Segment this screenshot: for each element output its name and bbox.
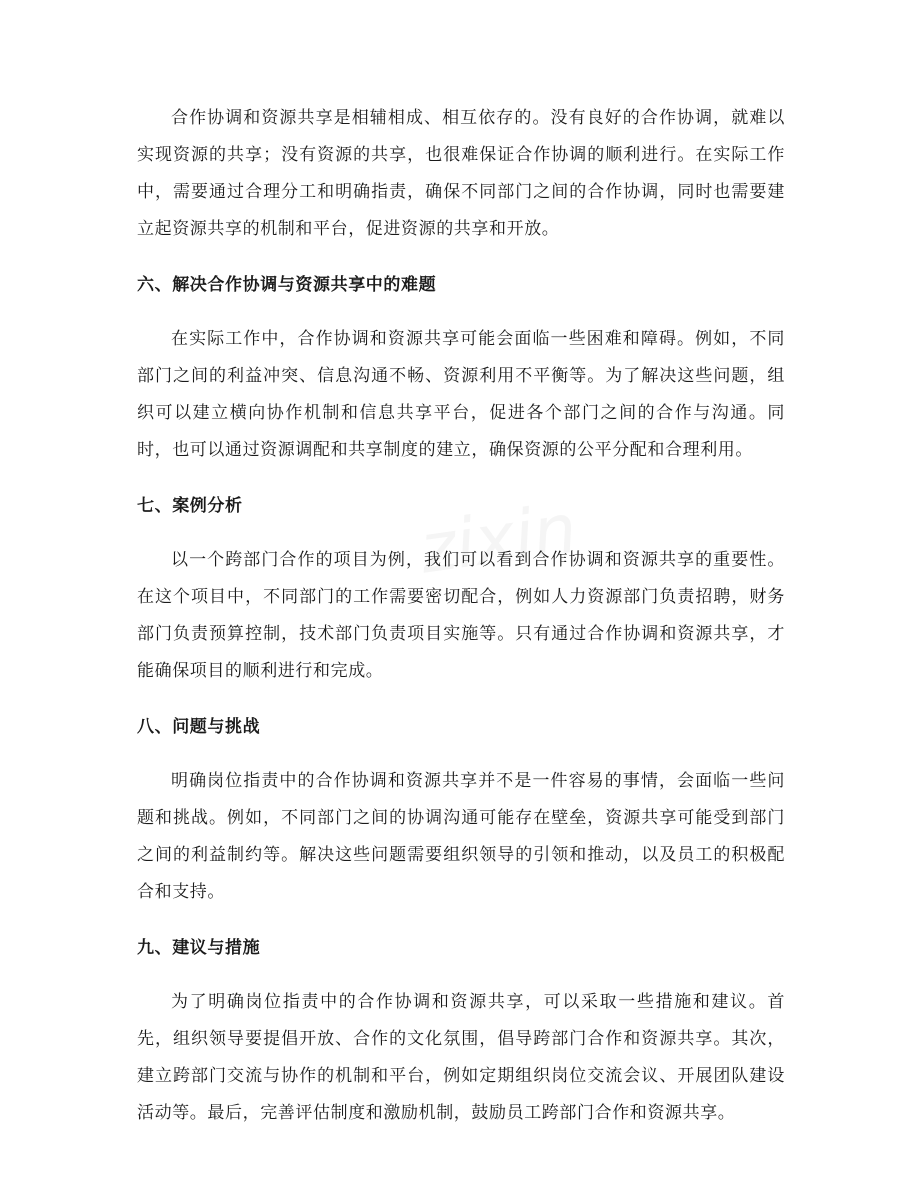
section-heading-6: 六、解决合作协调与资源共享中的难题	[137, 275, 437, 295]
paragraph-section-6: 在实际工作中，合作协调和资源共享可能会面临一些困难和障碍。例如，不同部门之间的利益冲突、信息沟通不畅、资源利用不平衡等。为了解决这些问题，组织可以建立横向协作机制和信息共享平台，促进各个部门之间的合作与沟通。同时，也可以通过资源调配和共享制度的建立，确保资源的公平分配和合理利用。	[137, 329, 785, 460]
paragraph-intro: 合作协调和资源共享是相辅相成、相互依存的。没有良好的合作协调，就难以实现资源的共享；没有资源的共享，也很难保证合作协调的顺利进行。在实际工作中，需要通过合理分工和明确指责，确保不同部门之间的合作协调，同时也需要建立起资源共享的机制和平台，促进资源的共享和开放。	[137, 108, 785, 239]
document-page	[137, 100, 785, 1132]
paragraph-section-9: 为了明确岗位指责中的合作协调和资源共享，可以采取一些措施和建议。首先，组织领导要提倡开放、合作的文化氛围，倡导跨部门合作和资源共享。其次，建立跨部门交流与协作的机制和平台，例如定期组织岗位交流会议、开展团队建设活动等。最后，完善评估制度和激励机制，鼓励员工跨部门合作和资源共享。	[137, 992, 785, 1123]
watermark: zixin	[415, 489, 582, 590]
section-heading-8: 八、问题与挑战	[137, 717, 261, 737]
section-heading-9: 九、建议与措施	[137, 938, 261, 958]
paragraph-section-7: 以一个跨部门合作的项目为例，我们可以看到合作协调和资源共享的重要性。在这个项目中，不同部门的工作需要密切配合，例如人力资源部门负责招聘，财务部门负责预算控制，技术部门负责项目实施等。只有通过合作协调和资源共享，才能确保项目的顺利进行和完成。	[137, 550, 785, 681]
section-heading-7: 七、案例分析	[137, 496, 243, 516]
paragraph-section-8: 明确岗位指责中的合作协调和资源共享并不是一件容易的事情，会面临一些问题和挑战。例如，不同部门之间的协调沟通可能存在壁垒，资源共享可能受到部门之间的利益制约等。解决这些问题需要组织领导的引领和推动，以及员工的积极配合和支持。	[137, 771, 785, 902]
